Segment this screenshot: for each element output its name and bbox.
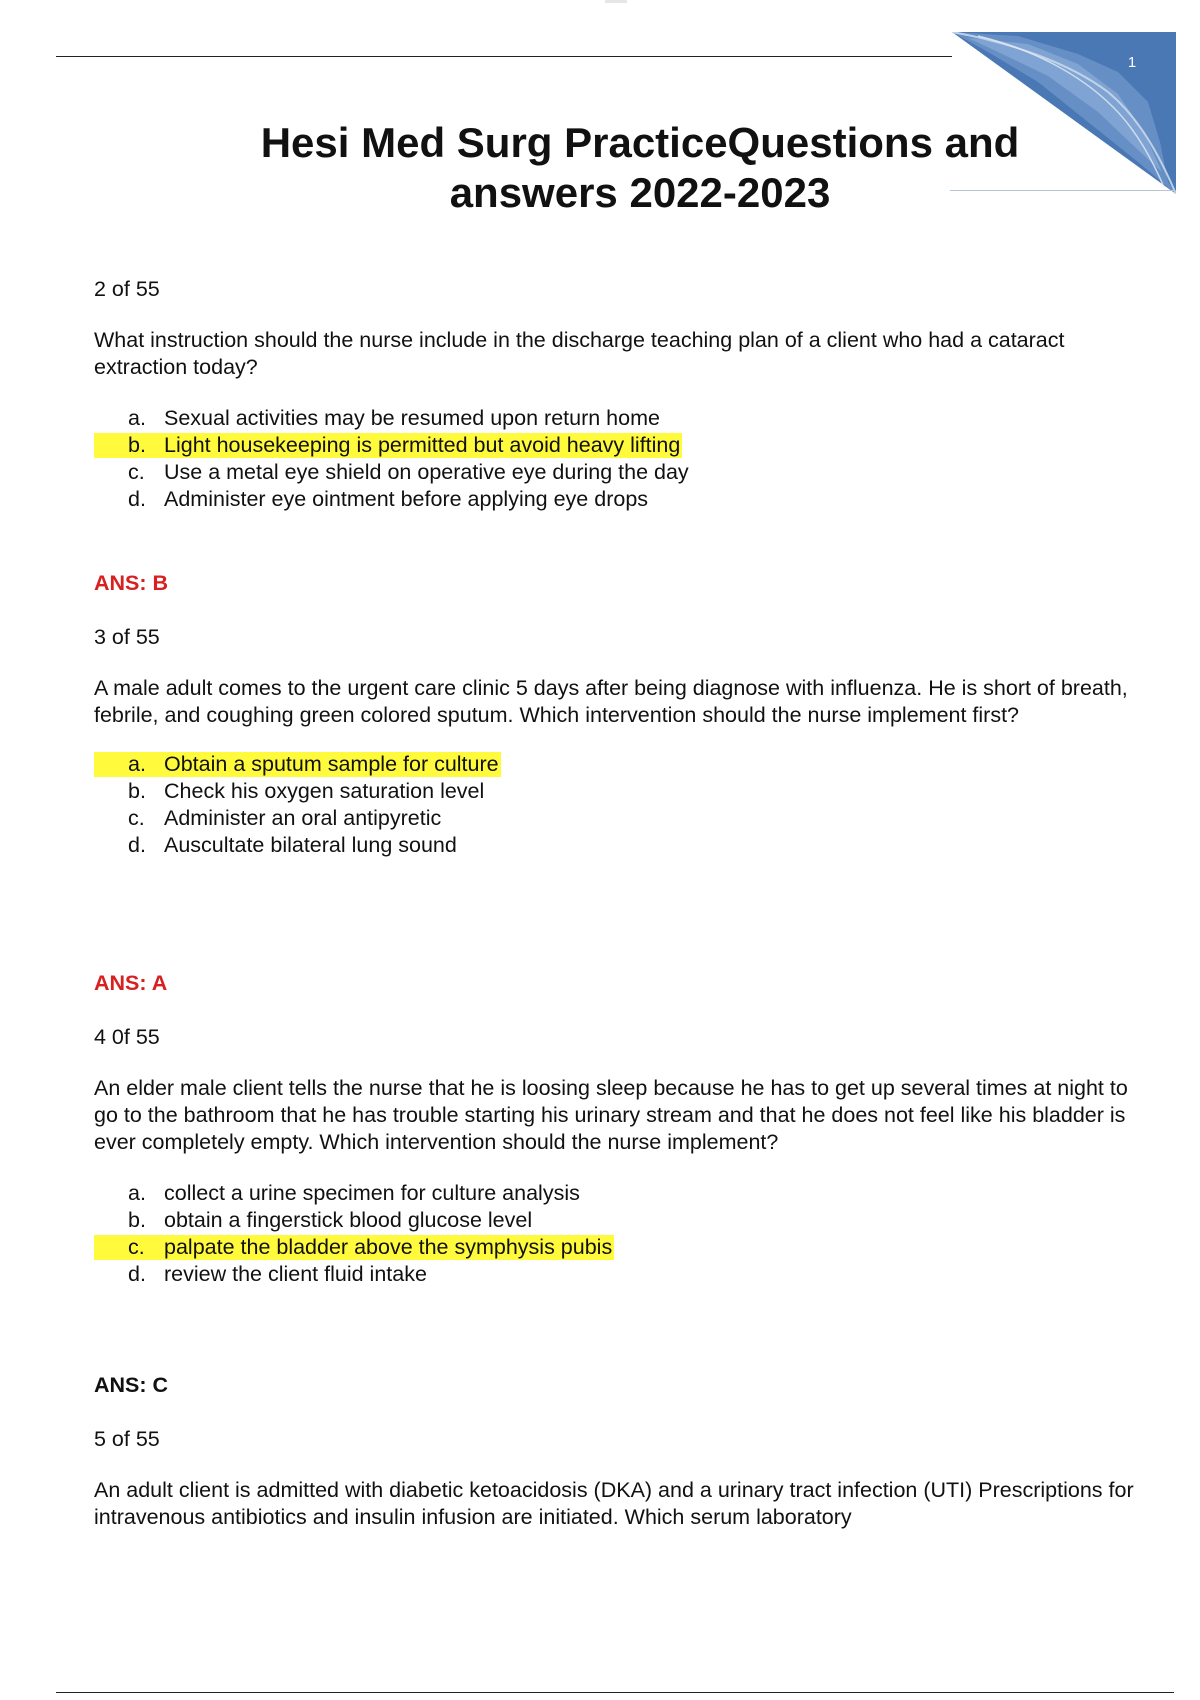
option-d: d. Administer eye ointment before applying eye drops [128,487,649,511]
option-text: review the client fluid intake [164,1262,427,1286]
question-counter: 3 of 55 [94,625,160,649]
option-c: c. Administer an oral antipyretic [128,806,442,830]
answer-options [94,405,1144,513]
answer-key: ANS: C [94,1373,169,1397]
question-block [94,1024,1144,1288]
option-d: d. Auscultate bilateral lung sound [128,833,457,857]
option-b [94,432,1144,459]
question-text: What instruction should the nurse include in the discharge teaching plan of a client who had a cataract extraction today? [94,328,1065,379]
answer-key: ANS: B [94,571,169,595]
page-number: 1 [1127,54,1137,71]
option-text: Light housekeeping is permitted but avoid heavy lifting [164,433,681,457]
question-counter: 4 0f 55 [94,1025,160,1049]
option-text: Auscultate bilateral lung sound [164,833,457,857]
option-text: Administer an oral antipyretic [164,806,442,830]
highlighted-option: b. Light housekeeping is permitted but avoid heavy lifting [94,433,682,458]
question-block [94,276,1144,513]
option-a: a. Sexual activities may be resumed upon return home [128,406,660,430]
option-text: Obtain a sputum sample for culture [164,752,499,776]
footer-rule [56,1692,1174,1693]
header-rule [56,56,952,57]
option-text: Check his oxygen saturation level [164,779,485,803]
option-a: a. collect a urine specimen for culture analysis [128,1181,580,1205]
question-text: An elder male client tells the nurse that he is loosing sleep because he has to get up several times at night to go to the bathroom that he has trouble starting his urinary stream and that he does not feel like his bladder is ever completely empty. Which intervention should the nurse implement? [94,1076,1128,1154]
answer-options [94,751,1144,859]
question-text: A male adult comes to the urgent care clinic 5 days after being diagnose with influenza. He is short of breath, febrile, and coughing green colored sputum. Which intervention should the nurse implement first? [94,676,1128,727]
highlighted-option: c. palpate the bladder above the symphysis pubis [94,1235,614,1260]
document-title [240,118,1040,218]
question-counter: 2 of 55 [94,277,160,301]
title-line-2: answers 2022-2023 [449,169,831,216]
option-c [94,1234,1144,1261]
highlighted-option: a. Obtain a sputum sample for culture [94,752,501,777]
option-b: b. Check his oxygen saturation level [128,779,485,803]
option-a [94,751,1144,778]
option-text: collect a urine specimen for culture analysis [164,1181,580,1205]
question-counter: 5 of 55 [94,1427,160,1451]
option-b: b. obtain a fingerstick blood glucose level [128,1208,533,1232]
question-block [94,1426,1144,1531]
option-d: d. review the client fluid intake [128,1262,427,1286]
option-text: Use a metal eye shield on operative eye during the day [164,460,689,484]
option-c: c. Use a metal eye shield on operative eye during the day [128,460,689,484]
answer-key: ANS: A [94,971,168,995]
question-block [94,624,1144,859]
page-top-tab [605,0,627,3]
option-text: Administer eye ointment before applying eye drops [164,487,649,511]
title-line-1: Hesi Med Surg PracticeQuestions and [260,119,1020,166]
answer-options [94,1180,1144,1288]
option-text: Sexual activities may be resumed upon return home [164,406,660,430]
question-text: An adult client is admitted with diabetic ketoacidosis (DKA) and a urinary tract infection (UTI) Prescriptions for intravenous antibiotics and insulin infusion are initiated. Which serum laboratory [94,1478,1134,1529]
option-text: palpate the bladder above the symphysis pubis [164,1235,613,1259]
option-text: obtain a fingerstick blood glucose level [164,1208,533,1232]
